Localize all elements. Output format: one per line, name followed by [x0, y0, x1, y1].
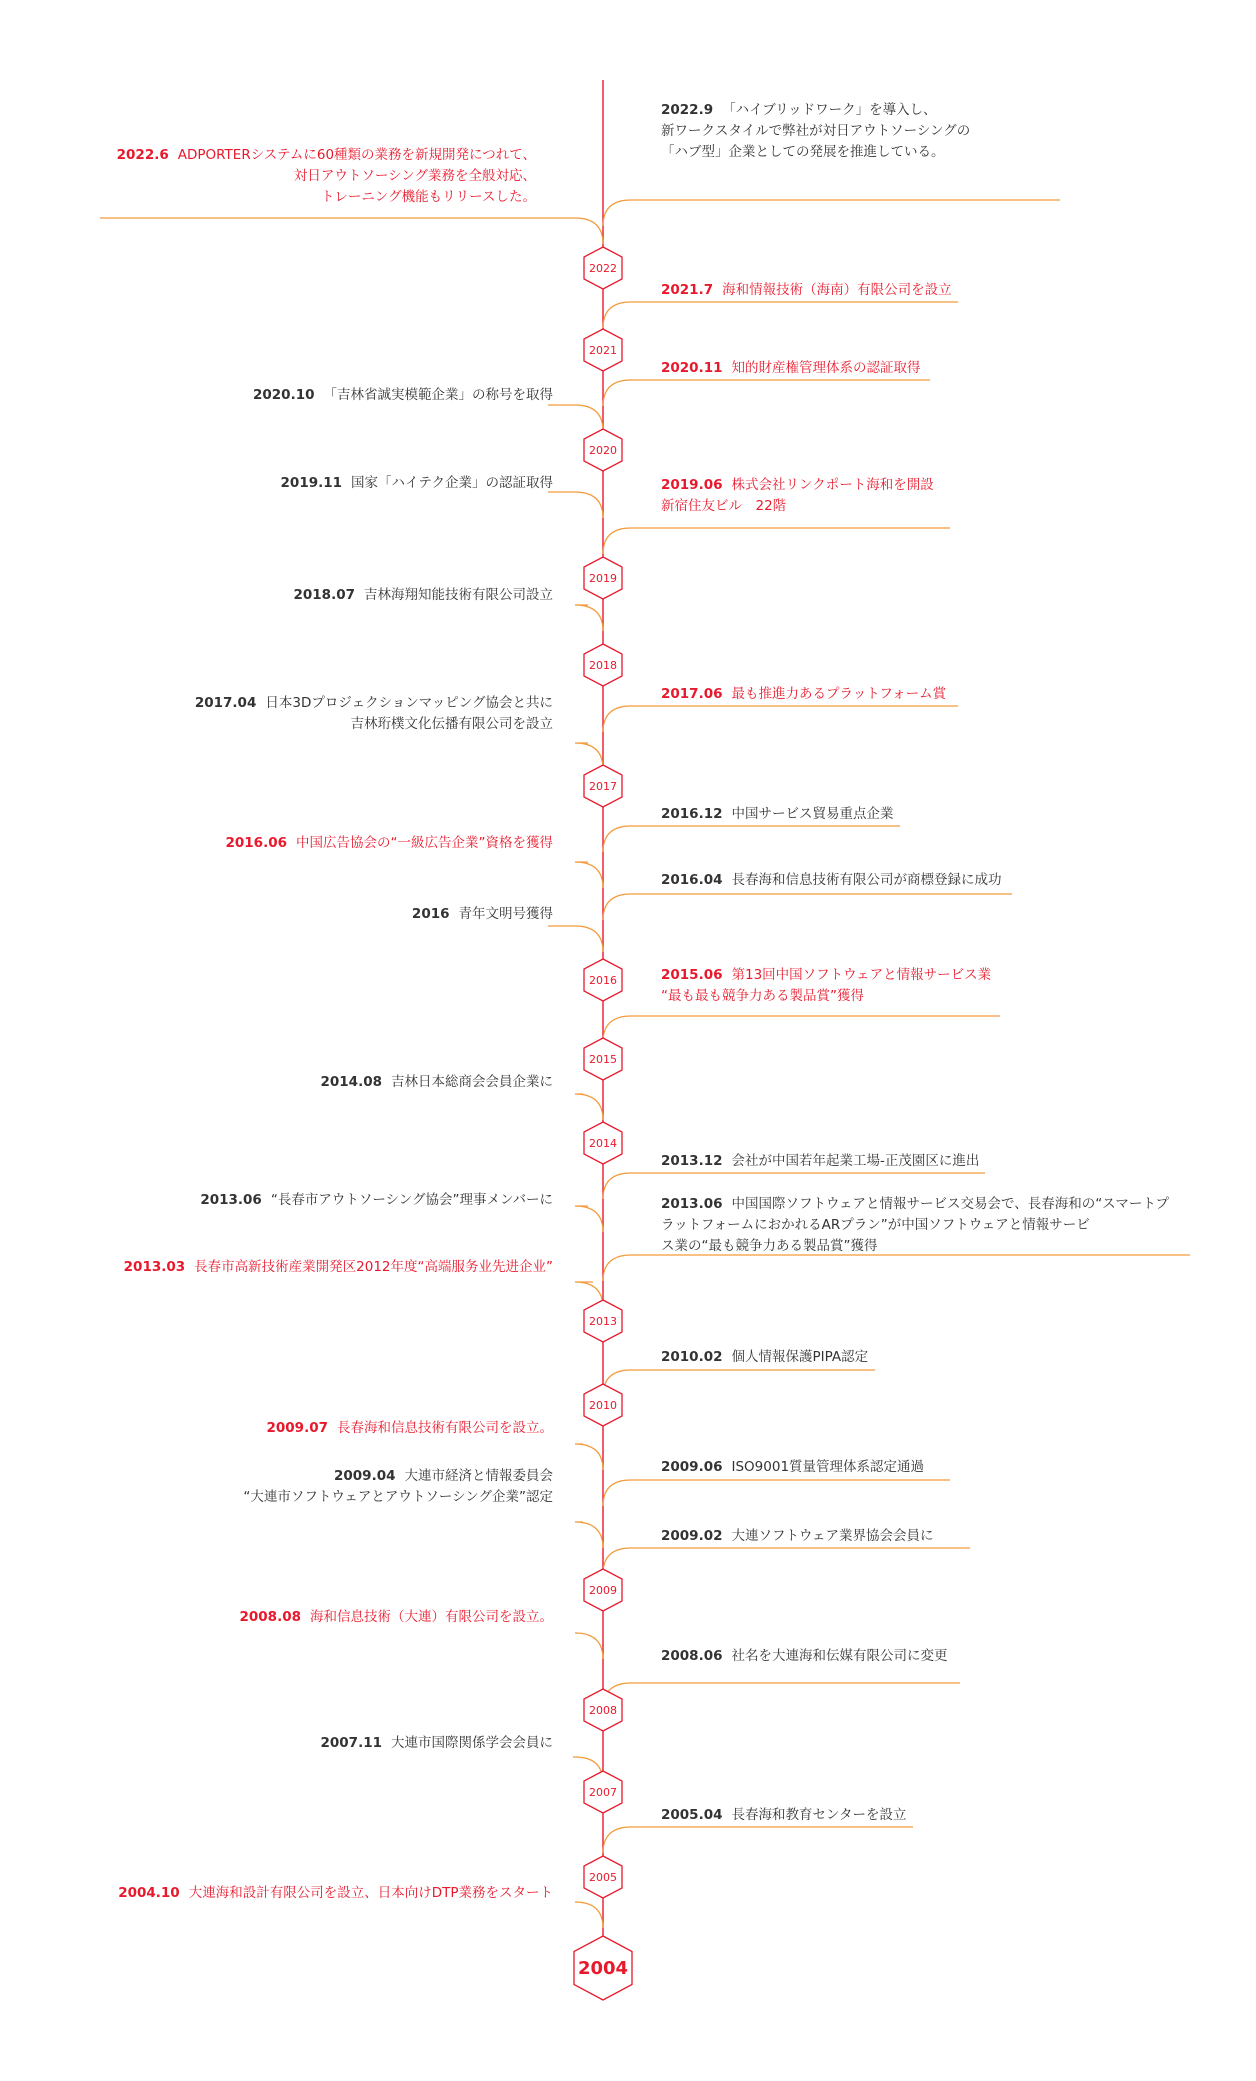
event-text: 大連海和設計有限公司を設立、日本向けDTP業務をスタート — [188, 1885, 553, 1901]
year-label: 2004 — [577, 1957, 629, 1979]
event-date: 2013.12 — [661, 1153, 723, 1169]
timeline-event — [195, 693, 553, 735]
year-marker — [583, 1688, 623, 1732]
event-date: 2022.9 — [661, 102, 714, 118]
year-marker — [583, 1037, 623, 1081]
timeline-event — [281, 473, 553, 494]
event-text: ISO9001質量管理体系認定通過 — [731, 1459, 925, 1475]
event-text: 青年文明号獲得 — [458, 906, 553, 922]
event-text: 大連市経済と情報委員会 — [404, 1468, 553, 1484]
event-connector — [603, 1370, 875, 1396]
year-marker — [583, 643, 623, 687]
event-text: “長春市アウトソーシング協会”理事メンバーに — [270, 1192, 553, 1208]
event-text-line: ラットフォームにおかれるARプラン”が中国ソフトウェアと情報サービ — [661, 1217, 1090, 1233]
event-connector — [575, 1094, 603, 1120]
timeline-event — [661, 1526, 933, 1547]
start-year-marker — [573, 1935, 633, 2001]
year-marker — [583, 556, 623, 600]
event-text: 国家「ハイテク企業」の認証取得 — [351, 475, 553, 491]
year-marker — [583, 428, 623, 472]
event-date: 2017.06 — [661, 686, 723, 702]
event-text: 「吉林省誠実模範企業」の称号を取得 — [323, 387, 553, 403]
year-label: 2016 — [589, 973, 617, 987]
event-date: 2016 — [411, 906, 450, 922]
event-date: 2010.02 — [661, 1349, 723, 1365]
year-label: 2005 — [589, 1870, 617, 1884]
year-marker — [583, 958, 623, 1002]
event-connector — [575, 1206, 603, 1232]
year-label: 2019 — [589, 571, 617, 585]
timeline-event — [661, 870, 1002, 891]
event-date: 2013.06 — [200, 1192, 262, 1208]
timeline-event — [267, 1418, 554, 1439]
timeline-event — [661, 1646, 948, 1667]
timeline-event — [661, 358, 921, 379]
event-text: 海和情報技術（海南）有限公司を設立 — [722, 282, 952, 298]
year-label: 2010 — [589, 1398, 617, 1412]
event-date: 2008.08 — [239, 1609, 301, 1625]
event-text-line: 対日アウトソーシング業務を全般対応、 — [293, 168, 536, 184]
event-date: 2018.07 — [293, 587, 355, 603]
event-date: 2019.11 — [280, 475, 343, 491]
event-text: 長春市高新技術産業開発区2012年度“高端服务业先进企业” — [194, 1259, 553, 1275]
event-connector — [575, 1902, 603, 1928]
year-label: 2009 — [589, 1583, 617, 1597]
year-marker — [583, 1855, 623, 1899]
event-text: 吉林海翔知能技術有限公司設立 — [364, 587, 553, 603]
timeline-event — [661, 965, 991, 1007]
event-text: 大連市国際関係学会会員に — [391, 1735, 553, 1751]
event-connector — [603, 826, 900, 852]
timeline-event — [321, 1072, 554, 1093]
year-marker — [583, 246, 623, 290]
event-connector — [603, 1548, 970, 1574]
year-marker — [583, 328, 623, 372]
event-text: 長春海和教育センターを設立 — [731, 1807, 907, 1823]
event-text: 中国広告協会の“一級広告企業”資格を獲得 — [296, 835, 553, 851]
event-date: 2016.06 — [225, 835, 287, 851]
event-date: 2020.10 — [253, 387, 315, 403]
event-date: 2016.12 — [661, 806, 723, 822]
event-date: 2004.10 — [118, 1885, 180, 1901]
year-label: 2014 — [589, 1136, 617, 1150]
event-connector — [575, 1522, 603, 1548]
event-text: 海和信息技術（大連）有限公司を設立。 — [310, 1609, 553, 1625]
event-date: 2020.11 — [661, 360, 723, 376]
event-text: 第13回中国ソフトウェアと情報サービス業 — [731, 967, 992, 983]
event-connector — [575, 862, 603, 888]
timeline-event — [321, 1733, 554, 1754]
timeline-event — [253, 385, 553, 406]
event-date: 2019.06 — [661, 477, 723, 493]
event-connector — [603, 1016, 1000, 1042]
event-date: 2009.02 — [661, 1528, 723, 1544]
timeline-event — [661, 1457, 924, 1478]
event-text: 社名を大連海和伝媒有限公司に変更 — [731, 1648, 948, 1664]
timeline-event — [661, 475, 934, 517]
year-label: 2022 — [589, 261, 617, 275]
event-text: 「ハイブリッドワーク」を導入し、 — [722, 102, 937, 118]
timeline-event — [661, 684, 946, 705]
event-connector — [575, 1444, 603, 1470]
event-date: 2005.04 — [661, 1807, 723, 1823]
year-label: 2015 — [589, 1052, 617, 1066]
year-marker — [583, 1568, 623, 1612]
event-text: 中国サービス貿易重点企業 — [731, 806, 894, 822]
event-connector — [575, 1633, 603, 1659]
event-text-line: “最も最も競争力ある製品賞”獲得 — [661, 988, 864, 1004]
event-text: 株式会社リンクポート海和を開設 — [731, 477, 934, 493]
event-text-line: 新ワークスタイルで弊社が対日アウトソーシングの — [661, 123, 971, 139]
event-text: 中国国際ソフトウェアと情報サービス交易会で、長春海和の“スマートプ — [731, 1196, 1170, 1212]
event-text: 最も推進力あるプラットフォーム賞 — [731, 686, 947, 702]
event-connector — [603, 302, 958, 328]
event-date: 2007.11 — [320, 1735, 382, 1751]
event-connector — [548, 492, 603, 518]
event-connector — [603, 894, 1012, 920]
event-text-line: 吉林珩樸文化伝播有限公司を設立 — [350, 716, 553, 732]
event-text-line: 「ハブ型」企業としての発展を推進している。 — [661, 144, 945, 160]
event-connector — [603, 1480, 950, 1506]
event-connector — [603, 706, 958, 732]
timeline-event — [661, 1151, 979, 1172]
event-date: 2009.07 — [266, 1420, 328, 1436]
year-marker — [583, 1121, 623, 1165]
timeline-event — [294, 585, 554, 606]
event-date: 2015.06 — [661, 967, 723, 983]
event-date: 2021.7 — [661, 282, 714, 298]
year-label: 2017 — [589, 779, 617, 793]
event-connector — [603, 1683, 960, 1709]
timeline-event — [124, 1257, 553, 1278]
event-text: 日本3Dプロジェクションマッピング協会と共に — [265, 695, 553, 711]
event-date: 2022.6 — [116, 147, 169, 163]
year-label: 2008 — [589, 1703, 617, 1717]
timeline-event — [661, 100, 970, 163]
event-text: ADPORTERシステムに60種類の業務を新規開発につれて、 — [177, 147, 536, 163]
year-label: 2020 — [589, 443, 617, 457]
event-date: 2013.03 — [123, 1259, 186, 1275]
event-text: 会社が中国若年起業工場-正茂園区に進出 — [731, 1153, 980, 1169]
timeline-event — [226, 833, 554, 854]
event-connector — [100, 218, 603, 244]
event-date: 2009.06 — [661, 1459, 723, 1475]
timeline-event — [661, 280, 952, 301]
event-connector — [548, 926, 603, 952]
year-marker — [583, 764, 623, 808]
year-label: 2013 — [589, 1314, 617, 1328]
timeline-event — [200, 1190, 553, 1211]
timeline-event — [243, 1466, 553, 1508]
year-label: 2021 — [589, 343, 617, 357]
event-date: 2009.04 — [334, 1468, 396, 1484]
timeline-event — [412, 904, 553, 925]
event-text: 吉林日本総商会会員企業に — [391, 1074, 553, 1090]
timeline-event — [118, 1883, 553, 1904]
event-date: 2017.04 — [194, 695, 257, 711]
year-label: 2018 — [589, 658, 617, 672]
event-connector — [575, 605, 603, 631]
year-marker — [583, 1299, 623, 1343]
event-connector — [603, 200, 1060, 226]
event-text-line: ス業の“最も競争力ある製品賞”獲得 — [661, 1238, 878, 1254]
event-connector — [603, 380, 930, 406]
year-marker — [583, 1383, 623, 1427]
event-text: 長春海和信息技術有限公司が商標登録に成功 — [731, 872, 1002, 888]
timeline-event — [240, 1607, 554, 1628]
event-connector — [603, 528, 950, 554]
event-date: 2016.04 — [661, 872, 723, 888]
event-text-line: “大連市ソフトウェアとアウトソーシング企業”認定 — [243, 1489, 553, 1505]
event-text-line: 新宿住友ビル 22階 — [661, 498, 787, 514]
event-connector — [603, 1255, 1190, 1281]
year-label: 2007 — [589, 1785, 617, 1799]
event-text: 知的財産権管理体系の認証取得 — [731, 360, 921, 376]
event-connector — [603, 1827, 913, 1853]
event-text: 長春海和信息技術有限公司を設立。 — [337, 1420, 553, 1436]
event-date: 2014.08 — [320, 1074, 382, 1090]
event-date: 2013.06 — [661, 1196, 723, 1212]
timeline-event — [661, 804, 894, 825]
timeline-event — [661, 1805, 906, 1826]
event-date: 2008.06 — [661, 1648, 723, 1664]
timeline-event — [117, 145, 536, 208]
event-text-line: トレーニング機能もリリースした。 — [320, 189, 536, 205]
timeline-event — [661, 1194, 1169, 1257]
year-marker — [583, 1770, 623, 1814]
event-text: 個人情報保護PIPA認定 — [731, 1349, 869, 1365]
event-text: 大連ソフトウェア業界協会会員に — [731, 1528, 934, 1544]
timeline-event — [661, 1347, 868, 1368]
